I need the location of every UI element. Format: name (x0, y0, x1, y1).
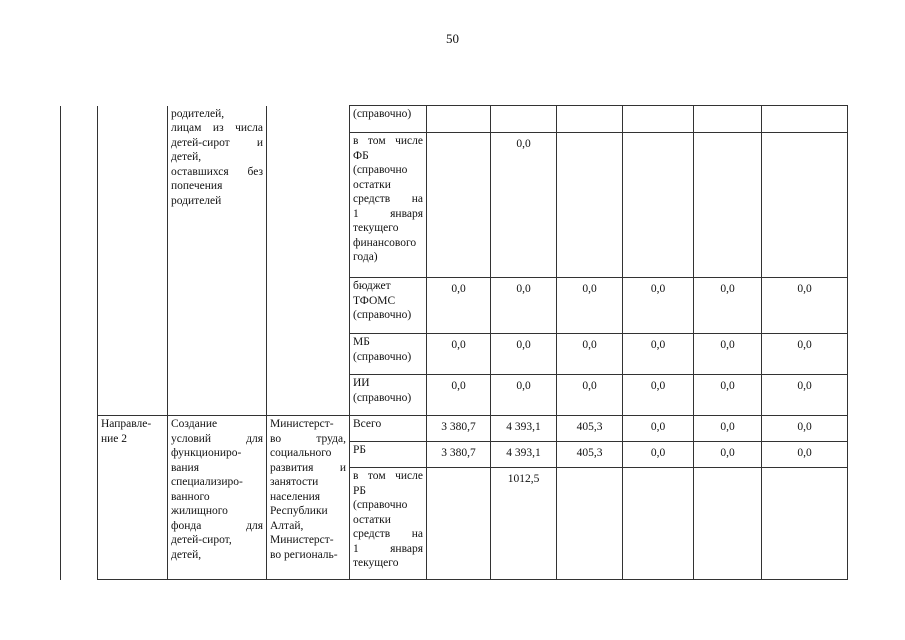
value-cell (623, 133, 694, 278)
source-line: в том числе (353, 470, 423, 482)
value-cell: 0,0 (762, 278, 848, 334)
value-cell: 0,0 (491, 133, 557, 278)
value-cell: 0,0 (623, 278, 694, 334)
source-cell (350, 133, 427, 278)
task-line: жилищного (171, 505, 228, 517)
value-cell (557, 133, 623, 278)
task-line: лицам из числа (171, 122, 263, 134)
number-cell (61, 416, 98, 580)
value-cell: 0,0 (491, 334, 557, 375)
source-cell (350, 375, 427, 416)
value-cell: 405,3 (557, 442, 623, 468)
source-line: ИИ (353, 377, 370, 389)
task-line: детей-сирот и (171, 136, 263, 149)
source-line: РБ (353, 444, 366, 456)
executor-line: Алтай, (270, 519, 304, 532)
task-line: Создание (171, 418, 218, 430)
value-cell: 1012,5 (491, 468, 557, 580)
value-cell: 0,0 (427, 334, 491, 375)
source-line: средств на (353, 193, 423, 205)
task-line: родителей (171, 194, 222, 207)
task-line: детей, (171, 548, 202, 561)
value-cell: 0,0 (694, 334, 762, 375)
direction-line: ние 2 (101, 432, 128, 445)
source-line: ФБ (353, 149, 369, 162)
value-cell: 0,0 (623, 416, 694, 442)
source-cell (350, 442, 427, 468)
number-cell (61, 106, 98, 416)
source-cell (350, 468, 427, 580)
source-line: (справочно (353, 164, 408, 176)
value-cell: 0,0 (623, 375, 694, 416)
task-line: оставшихся без (171, 165, 263, 178)
task-line: условий для (171, 432, 263, 445)
source-line: ТФОМС (353, 294, 396, 307)
value-cell (762, 106, 848, 133)
task-line: ванного (171, 490, 210, 503)
executor-line: развития и (270, 461, 346, 474)
task-line: родителей, (171, 107, 225, 120)
value-cell: 0,0 (762, 442, 848, 468)
budget-table (60, 105, 848, 580)
value-cell (623, 468, 694, 580)
task-line: детей-сирот, (171, 534, 232, 546)
value-cell: 0,0 (557, 278, 623, 334)
value-cell (427, 106, 491, 133)
value-cell: 0,0 (557, 375, 623, 416)
value-cell: 0,0 (694, 416, 762, 442)
task-line: функциониро- (171, 447, 242, 459)
executor-line: социального (270, 447, 332, 459)
source-cell (350, 278, 427, 334)
value-cell: 0,0 (762, 334, 848, 375)
value-cell: 0,0 (623, 442, 694, 468)
page-number: 50 (446, 31, 459, 46)
source-line: (справочно) (353, 350, 412, 363)
task-line: специализиро- (171, 476, 243, 488)
value-cell (762, 468, 848, 580)
value-cell: 4 393,1 (491, 416, 557, 442)
value-cell (694, 468, 762, 580)
source-line: года) (353, 251, 378, 263)
task-line: фонда для (171, 519, 263, 532)
value-cell: 3 380,7 (427, 416, 491, 442)
source-line: 1 января (353, 207, 423, 220)
source-cell (350, 106, 427, 133)
value-cell: 4 393,1 (491, 442, 557, 468)
value-cell: 3 380,7 (427, 442, 491, 468)
task-cell (168, 416, 267, 580)
source-line: текущего (353, 222, 399, 234)
task-line: вания (171, 461, 199, 474)
source-line: (справочно (353, 499, 408, 511)
table-row (61, 106, 848, 133)
source-line: средств на (353, 528, 423, 540)
value-cell: 0,0 (694, 278, 762, 334)
value-cell (557, 106, 623, 133)
executor-line: Республики (270, 505, 328, 517)
value-cell: 0,0 (427, 375, 491, 416)
direction-line: Направле- (101, 418, 152, 430)
task-line: попечения (171, 180, 223, 192)
value-cell: 0,0 (427, 278, 491, 334)
value-cell: 0,0 (694, 442, 762, 468)
value-cell (491, 106, 557, 133)
executor-line: Министерст- (270, 534, 334, 546)
value-cell: 0,0 (623, 334, 694, 375)
value-cell (762, 133, 848, 278)
value-cell: 0,0 (557, 334, 623, 375)
source-line: (справочно) (353, 108, 412, 120)
table-row (61, 416, 848, 442)
value-cell (694, 106, 762, 133)
source-line: 1 января (353, 542, 423, 555)
value-cell: 0,0 (694, 375, 762, 416)
direction-cell (98, 416, 168, 580)
value-cell (427, 133, 491, 278)
source-cell (350, 334, 427, 375)
value-cell: 0,0 (762, 416, 848, 442)
value-cell: 0,0 (491, 375, 557, 416)
source-line: РБ (353, 484, 366, 497)
direction-cell (98, 106, 168, 416)
executor-line: во региональ- (270, 548, 338, 561)
task-line: детей, (171, 151, 202, 163)
source-line: в том числе (353, 135, 423, 147)
value-cell: 405,3 (557, 416, 623, 442)
source-line: текущего (353, 557, 399, 569)
source-line: Всего (353, 418, 382, 430)
executor-cell (267, 416, 350, 580)
task-cell (168, 106, 267, 416)
executor-cell (267, 106, 350, 416)
source-line: финансового (353, 236, 417, 249)
value-cell: 0,0 (762, 375, 848, 416)
source-line: (справочно) (353, 391, 412, 404)
executor-line: занятости (270, 476, 319, 488)
source-line: бюджет (353, 280, 391, 292)
source-cell (350, 416, 427, 442)
value-cell: 0,0 (491, 278, 557, 334)
executor-line: Министерст- (270, 418, 334, 430)
value-cell (694, 133, 762, 278)
value-cell (557, 468, 623, 580)
value-cell (623, 106, 694, 133)
source-line: остатки (353, 513, 391, 526)
executor-line: во труда, (270, 432, 346, 445)
source-line: МБ (353, 336, 370, 348)
source-line: остатки (353, 178, 391, 191)
source-line: (справочно) (353, 309, 412, 321)
value-cell (427, 468, 491, 580)
executor-line: населения (270, 490, 321, 503)
